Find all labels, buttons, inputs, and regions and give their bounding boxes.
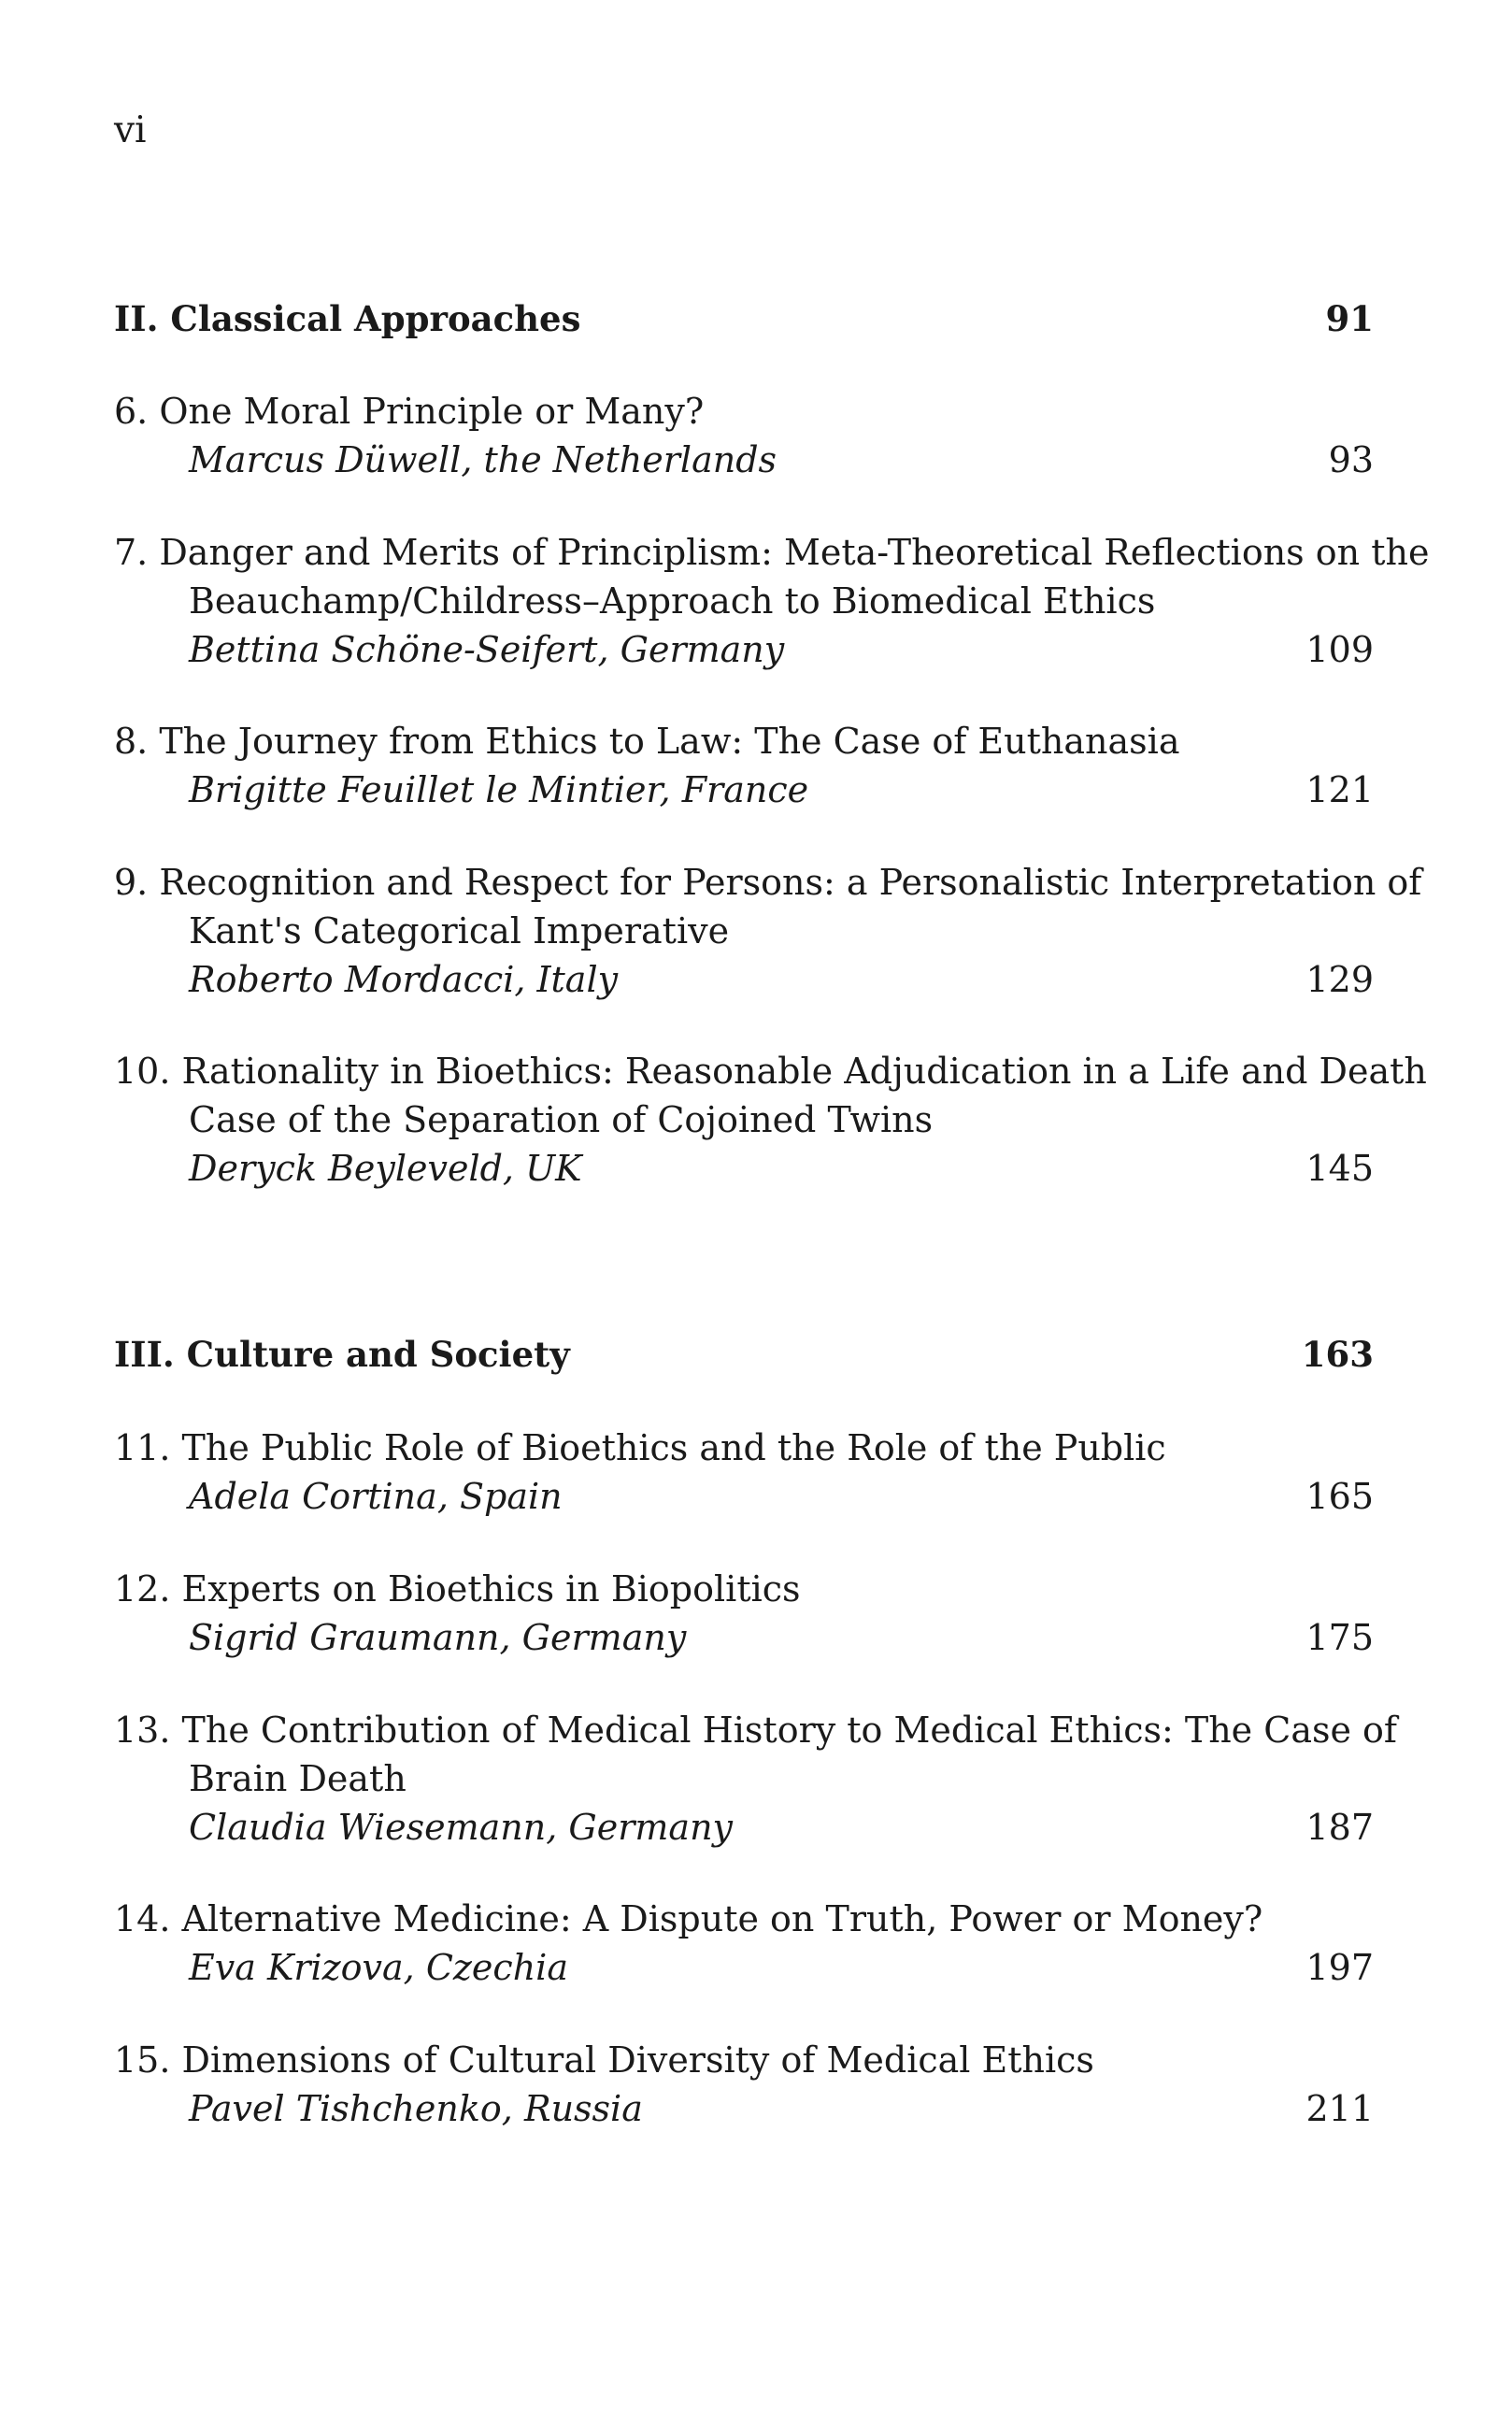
toc-entry-7 (114, 528, 1430, 674)
toc-entry (114, 858, 1422, 1004)
entry-author (114, 2084, 1374, 2133)
entry-author (114, 1803, 1374, 1852)
page-number: vi (114, 109, 147, 151)
entry-title-continued: Kant's Categorical Imperative (189, 910, 730, 951)
section-page-number: 91 (1325, 298, 1374, 339)
entry-author (114, 765, 1374, 814)
entry-author (114, 1613, 1374, 1662)
author-name: Claudia Wiesemann, Germany (189, 1807, 734, 1848)
author-name: Marcus Düwell, the Netherlands (189, 439, 777, 480)
entry-title-continued: Case of the Separation of Cojoined Twins (189, 1099, 934, 1140)
toc-section-classical-approaches (114, 294, 1374, 343)
entry-title: 10. Rationality in Bioethics: Reasonable Adjudication in a Life and Death (114, 1051, 1427, 1092)
entry-page-number: 145 (1305, 1148, 1374, 1189)
entry-page-number: 93 (1328, 439, 1374, 480)
toc-entry-8 (114, 717, 1374, 814)
entry-title: 15. Dimensions of Cultural Diversity of Medical Ethics (114, 2039, 1094, 2081)
entry-author (114, 436, 1374, 484)
author-name: Roberto Mordacci, Italy (189, 959, 619, 1000)
entry-author (114, 1472, 1374, 1521)
toc-entry-6 (114, 387, 1374, 484)
section-heading (114, 1330, 1374, 1379)
toc-entry-13 (114, 1706, 1397, 1852)
toc-entry (114, 1706, 1397, 1852)
toc-entry (114, 1424, 1374, 1521)
entry-page-number: 211 (1305, 2088, 1374, 2129)
author-name: Pavel Tishchenko, Russia (189, 2088, 643, 2129)
entry-page-number: 109 (1305, 629, 1374, 670)
author-name: Deryck Beyleveld, UK (189, 1148, 582, 1189)
entry-author (114, 625, 1374, 674)
entry-page-number: 197 (1305, 1947, 1374, 1988)
entry-title: 12. Experts on Bioethics in Biopolitics (114, 1568, 801, 1610)
entry-page-number: 165 (1305, 1476, 1374, 1517)
toc-section-culture-and-society (114, 1330, 1374, 1379)
section-title: II. Classical Approaches (114, 298, 581, 339)
toc-entry-11 (114, 1424, 1374, 1521)
toc-entry-15 (114, 2036, 1374, 2133)
entry-title: 8. The Journey from Ethics to Law: The Case of Euthanasia (114, 721, 1180, 762)
section-title: III. Culture and Society (114, 1334, 570, 1375)
author-name: Adela Cortina, Spain (189, 1476, 563, 1517)
entry-title: 7. Danger and Merits of Principlism: Meta-Theoretical Reflections on the (114, 532, 1430, 573)
toc-entry (114, 2036, 1374, 2133)
author-name: Brigitte Feuillet le Mintier, France (189, 769, 809, 810)
section-heading (114, 294, 1374, 343)
entry-author (114, 955, 1374, 1004)
toc-entry (114, 528, 1430, 674)
entry-page-number: 175 (1305, 1617, 1374, 1658)
entry-title-continued: Beauchamp/Childress–Approach to Biomedical Ethics (189, 580, 1156, 622)
author-name: Sigrid Graumann, Germany (189, 1617, 687, 1658)
entry-title: 13. The Contribution of Medical History to Medical Ethics: The Case of (114, 1710, 1397, 1751)
toc-entry-10 (114, 1047, 1427, 1193)
toc-entry-9 (114, 858, 1422, 1004)
toc-entry-14 (114, 1895, 1374, 1992)
toc-entry (114, 717, 1374, 814)
entry-title-continued: Brain Death (189, 1758, 407, 1799)
toc-entry (114, 1565, 1374, 1662)
entry-title: 6. One Moral Principle or Many? (114, 391, 705, 432)
toc-entry-12 (114, 1565, 1374, 1662)
entry-author (114, 1144, 1374, 1193)
toc-entry (114, 1895, 1374, 1992)
entry-page-number: 129 (1305, 959, 1374, 1000)
author-name: Eva Krizova, Czechia (189, 1947, 568, 1988)
toc-entry (114, 1047, 1427, 1193)
entry-page-number: 121 (1305, 769, 1374, 810)
section-page-number: 163 (1301, 1334, 1374, 1375)
toc-entry (114, 387, 1374, 484)
author-name: Bettina Schöne-Seifert, Germany (189, 629, 785, 670)
entry-title: 9. Recognition and Respect for Persons: a Personalistic Interpretation of (114, 862, 1422, 903)
entry-title: 14. Alternative Medicine: A Dispute on Truth, Power or Money? (114, 1898, 1263, 1939)
entry-author (114, 1943, 1374, 1992)
entry-title: 11. The Public Role of Bioethics and the Role of the Public (114, 1427, 1166, 1468)
entry-page-number: 187 (1305, 1807, 1374, 1848)
